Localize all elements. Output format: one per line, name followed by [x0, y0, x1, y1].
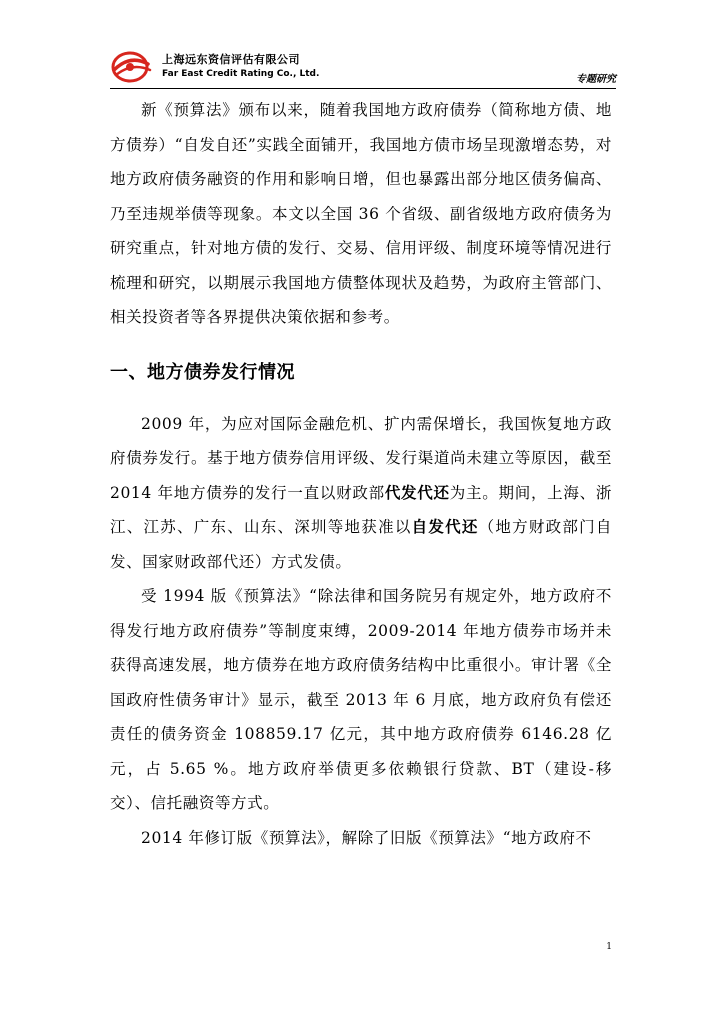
header-divider [110, 88, 616, 89]
text-run: （地方财政部门自发、国家财政部代还）方式发债。 [110, 518, 612, 571]
bold-term: 代发代还 [384, 483, 450, 502]
company-name-en: Far East Credit Rating Co., Ltd. [162, 69, 320, 79]
far-east-logo-icon [110, 50, 154, 84]
bold-term: 自发代还 [411, 518, 479, 536]
text-run: 2009 年，为应对国际金融危机、扩内需保增长，我国恢复地方政府债券发行。基于地方债券信用评级、发行渠道尚未建立等原因，截至 2014 年地方债券的发行一直以财政部 [110, 414, 612, 502]
revision-paragraph: 2014 年修订版《预算法》，解除了旧版《预算法》“地方政府不 [141, 828, 592, 847]
intro-paragraph: 新《预算法》颁布以来，随着我国地方政府债券（简称地方债、地方债券）“自发自还”实践全面铺开，我国地方债市场呈现激增态势，对地方政府债务融资的作用和影响日增，但也暴露出部分地区债务偏高、乃至违规举债等现象。本文以全国 36 个省级、副省级地方政府债务为研究重点，针对地方债的发行、交易、信用评级、制度环境等情况进行梳理和研究，以期展示我国地方债整体现状及趋势，为政府主管部门、相关投资者等各界提供决策依据和参考。 [110, 101, 612, 326]
page-header [110, 40, 616, 88]
section-heading: 一、地方债券发行情况 [110, 361, 295, 383]
section-label: 专题研究 [576, 74, 616, 85]
text-run: 为主。期间，上海、浙江、江苏、广东、山东、深圳等地获准以 [110, 483, 612, 536]
company-name-cn: 上海远东资信评估有限公司 [162, 53, 300, 66]
issuance-paragraph [110, 407, 612, 580]
document-body [110, 93, 612, 855]
budget-law-paragraph: 受 1994 版《预算法》“除法律和国务院另有规定外，地方政府不得发行地方政府债券”等制度束缚，2009-2014 年地方债券市场并未获得高速发展，地方债券在地方政府债务结构中比重很小。审计署《全国政府性债务审计》显示，截至 2013 年 6 月底，地方政府负有偿还责任的债务资金 108859.17 亿元，其中地方政府债券 6146.28 亿元，占 5.65 %。地方政府举债更多依赖银行贷款、BT（建设-移交）、信托融资等方式。 [110, 587, 612, 812]
page-number: 1 [606, 942, 612, 952]
